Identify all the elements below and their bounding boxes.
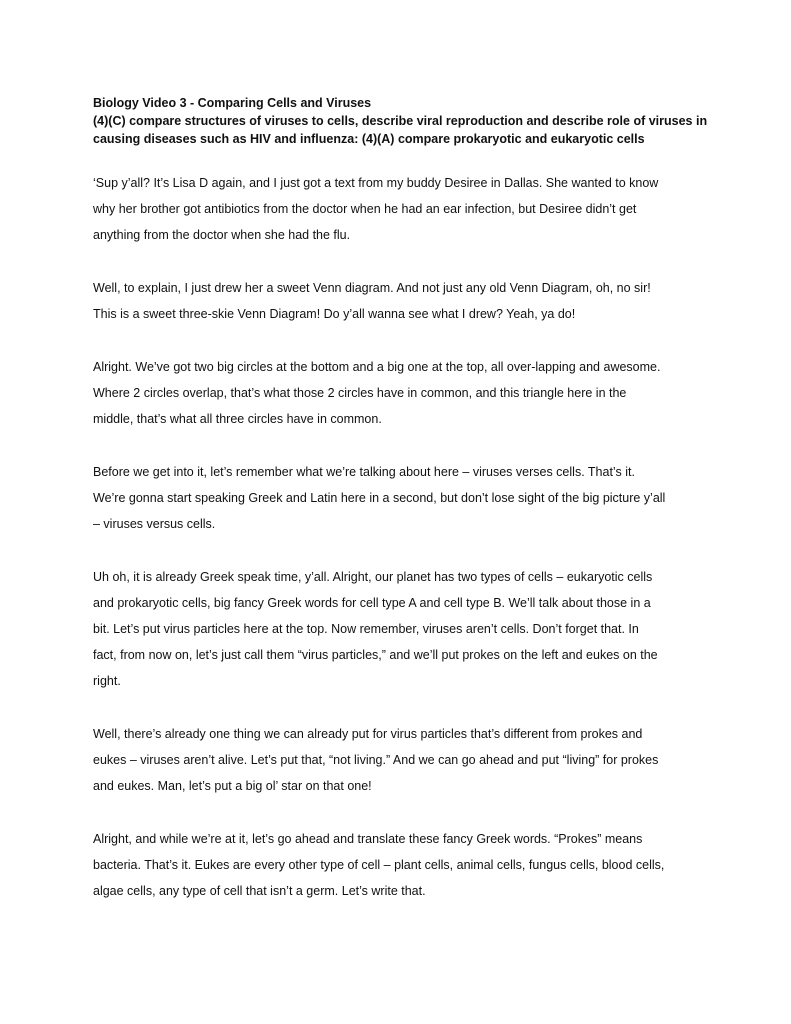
- text-line: and prokaryotic cells, big fancy Greek words for cell type A and cell type B. We’ll talk about those in a: [93, 596, 651, 610]
- text-line: algae cells, any type of cell that isn’t a germ. Let’s write that.: [93, 884, 426, 898]
- paragraph-translate-greek: [93, 826, 713, 904]
- paragraph-intro: [93, 170, 713, 248]
- paragraph-not-living: [93, 721, 713, 799]
- document-title: Biology Video 3 - Comparing Cells and Viruses: [93, 96, 372, 110]
- text-line: why her brother got antibiotics from the doctor when he had an ear infection, but Desiree didn’t get: [93, 202, 637, 216]
- text-line: This is a sweet three-skie Venn Diagram! Do y’all wanna see what I drew? Yeah, ya do!: [93, 307, 576, 321]
- text-line: fact, from now on, let’s just call them “virus particles,” and we’ll put prokes on the left and eukes on the: [93, 648, 658, 662]
- paragraph-venn-intro: [93, 275, 713, 327]
- text-line: Uh oh, it is already Greek speak time, y’all. Alright, our planet has two types of cells – eukaryotic cells: [93, 570, 653, 584]
- text-line: Alright. We’ve got two big circles at the bottom and a big one at the top, all over-lapping and awesome.: [93, 360, 661, 374]
- text-line: middle, that’s what all three circles have in common.: [93, 412, 382, 426]
- document-body: [93, 94, 713, 931]
- text-line: We’re gonna start speaking Greek and Latin here in a second, but don’t lose sight of the big picture y’all: [93, 491, 666, 505]
- text-line: right.: [93, 674, 121, 688]
- text-line: ‘Sup y’all? It’s Lisa D again, and I just got a text from my buddy Desiree in Dallas. She wanted to know: [93, 176, 659, 190]
- document-header: [93, 94, 713, 148]
- standard-line-1: (4)(C) compare structures of viruses to cells, describe viral reproduction and describe role of viruses in: [93, 114, 708, 128]
- text-line: – viruses versus cells.: [93, 517, 216, 531]
- text-line: Alright, and while we’re at it, let’s go ahead and translate these fancy Greek words. “Prokes” means: [93, 832, 643, 846]
- standard-line-2: causing diseases such as HIV and influenza: (4)(A) compare prokaryotic and eukaryotic cells: [93, 132, 645, 146]
- text-line: Well, to explain, I just drew her a sweet Venn diagram. And not just any old Venn Diagram, oh, no sir!: [93, 281, 651, 295]
- text-line: Well, there’s already one thing we can already put for virus particles that’s different from prokes and: [93, 727, 643, 741]
- text-line: eukes – viruses aren’t alive. Let’s put that, “not living.” And we can go ahead and put “living” for prokes: [93, 753, 659, 767]
- text-line: anything from the doctor when she had the flu.: [93, 228, 351, 242]
- paragraph-cell-types: [93, 564, 713, 694]
- text-line: Where 2 circles overlap, that’s what those 2 circles have in common, and this triangle here in the: [93, 386, 627, 400]
- text-line: Before we get into it, let’s remember what we’re talking about here – viruses verses cells. That’s it.: [93, 465, 635, 479]
- text-line: bacteria. That’s it. Eukes are every other type of cell – plant cells, animal cells, fungus cells, blood cells,: [93, 858, 665, 872]
- paragraph-venn-layout: [93, 354, 713, 432]
- paragraph-viruses-vs-cells: [93, 459, 713, 537]
- text-line: bit. Let’s put virus particles here at the top. Now remember, viruses aren’t cells. Don’t forget that. In: [93, 622, 639, 636]
- text-line: and eukes. Man, let’s put a big ol’ star on that one!: [93, 779, 372, 793]
